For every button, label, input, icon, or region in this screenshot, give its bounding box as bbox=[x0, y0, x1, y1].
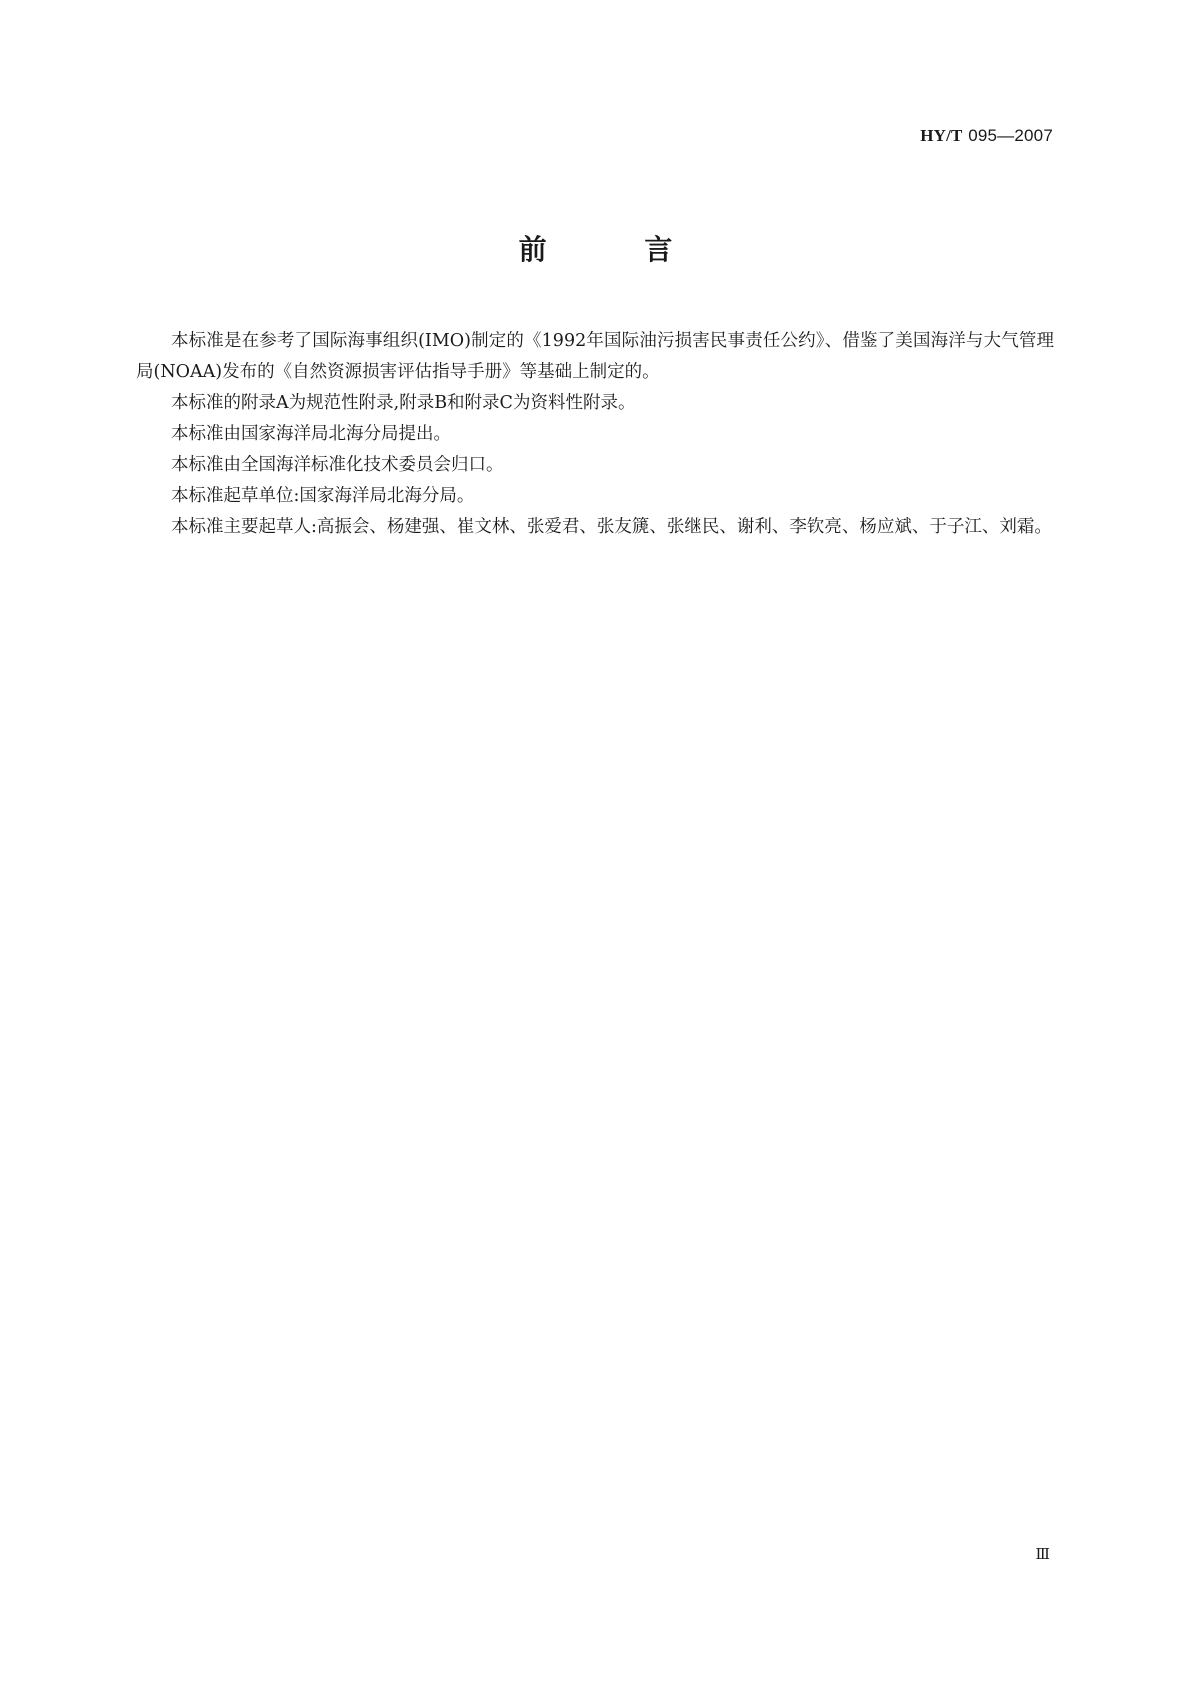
foreword-paragraph: 本标准由全国海洋标准化技术委员会归口。 bbox=[171, 455, 504, 475]
foreword-paragraph: 本标准的附录A为规范性附录,附录B和附录C为资料性附录。 bbox=[171, 393, 636, 413]
page-number: Ⅲ bbox=[1035, 1547, 1050, 1563]
standard-code-number: 095—2007 bbox=[968, 126, 1053, 145]
foreword-paragraph: 本标准是在参考了国际海事组织(IMO)制定的《1992年国际油污损害民事责任公约》、借鉴了美国海洋与大气管理局(NOAA)发布的《自然资源损害评估指导手册》等基础上制定的。 bbox=[136, 331, 1054, 382]
foreword-paragraph: 本标准由国家海洋局北海分局提出。 bbox=[171, 424, 451, 444]
foreword-paragraph: 本标准主要起草人:高振会、杨建强、崔文林、张爱君、张友篪、张继民、谢利、李钦亮、杨应斌、于子江、刘霜。 bbox=[171, 517, 1052, 537]
foreword-body bbox=[136, 326, 1054, 543]
standard-code-prefix: HY/T bbox=[920, 126, 963, 145]
standard-code bbox=[920, 126, 1053, 146]
page-title: 前 言 bbox=[518, 233, 717, 266]
foreword-paragraph: 本标准起草单位:国家海洋局北海分局。 bbox=[171, 486, 475, 506]
